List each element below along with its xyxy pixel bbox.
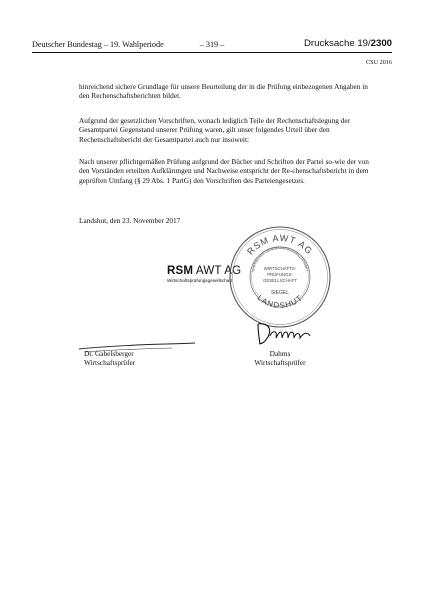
page-header: [32, 38, 392, 52]
signatory-right: [245, 349, 315, 368]
signatory-left: [84, 349, 174, 368]
signatory-left-name: Dr. Gabelsberger: [84, 349, 134, 358]
header-page-number: – 319 –: [199, 40, 225, 49]
drucksache-label: Drucksache 19/: [304, 38, 371, 49]
paragraph-2: Aufgrund der gesetzlichen Vorschriften, wonach lediglich Teile der Rechenschaftslegung der Gesamtpartei Gegenstand unserer Prüfung waren, gilt unser folgendes Urteil über den Rechenschaftsbericht der Gesamtpartei auch nur insoweit:: [79, 116, 351, 144]
signatory-right-name: Dahms: [269, 349, 291, 358]
seal-center-line-3: GESELLSCHAFT: [263, 278, 297, 283]
seal-bottom-text: LANDSHUT: [255, 293, 305, 311]
paragraph-3: Nach unserer pflichtgemäßen Prüfung aufgrund der Bücher und Schriften der Partei so-wie der von den Vorständen erteilten Aufklärungen und Nachweise entspricht der Re-chenschaftsbericht in dem geprüften Umfang (§ 29 Abs. 1 PartG) den Vorschriften des Parteiengesetzes.: [79, 157, 369, 185]
seal-ring-text: WIRTSCHAFTSPRÜFUNGSGESELLSCHAFT: [251, 245, 309, 273]
signatory-left-role: Wirtschaftsprüfer: [84, 358, 136, 368]
seal-top-text: RSM AWT AG: [245, 232, 315, 257]
signature-right: [252, 318, 322, 348]
signatory-right-role: Wirtschaftsprüfer: [254, 358, 306, 368]
drucksache-number: 2300: [370, 38, 392, 49]
firm-name-rest: AWT AG: [193, 265, 242, 277]
header-publication: Deutscher Bundestag – 19. Wahlperiode: [32, 40, 164, 49]
header-rule: [32, 52, 392, 53]
header-drucksache: [304, 38, 392, 49]
firm-name-bold: RSM: [167, 265, 194, 277]
company-seal-stamp: [228, 225, 332, 329]
place-date: Landshut, den 23. November 2017: [79, 216, 181, 225]
document-reference: CSU 2016: [366, 59, 392, 66]
seal-center-line-2: PRÜFUNGS-: [267, 272, 293, 277]
firm-subtitle: Wirtschaftsprüfungsgesellschaft: [167, 278, 232, 283]
seal-center-line-1: WIRTSCHAFTS-: [263, 266, 297, 271]
seal-siegel-text: SIEGEL: [270, 290, 290, 296]
seal-outer-ring-2: [233, 230, 328, 325]
paragraph-1: hinreichend sichere Grundlage für unsere Beurteilung der in die Prüfung einbezogenen Angaben in den Rechenschaftsberichten bildet.: [79, 82, 368, 101]
